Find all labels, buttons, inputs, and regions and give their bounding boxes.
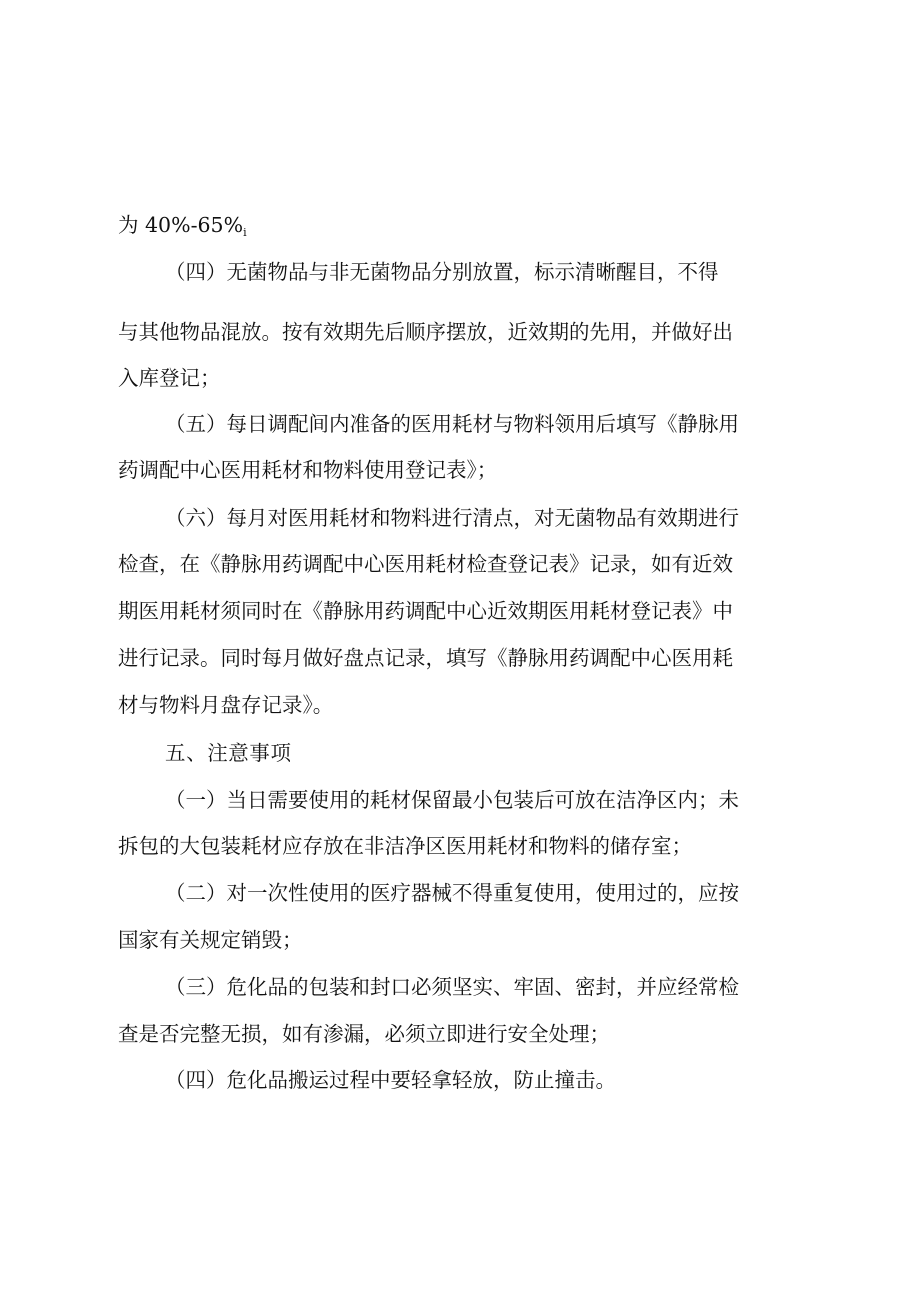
paragraph-four-line-2: 与其他物品混放。按有效期先后顺序摆放，近效期的先用，并做好出 [118,320,733,344]
text-line-humidity-range [118,212,247,238]
precaution-three-line-2: 查是否完整无损，如有渗漏，必须立即进行安全处理； [118,1022,610,1046]
precaution-one-line-2: 拆包的大包装耗材应存放在非洁净区医用耗材和物料的储存室； [118,834,692,858]
paragraph-four-line-3: 入库登记； [118,366,221,390]
paragraph-six-line-4: 进行记录。同时每月做好盘点记录，填写《静脉用药调配中心医用耗 [118,646,733,670]
paragraph-six-line-3: 期医用耗材须同时在《静脉用药调配中心近效期医用耗材登记表》中 [118,599,733,623]
humidity-range-text: 为 40%-65% [118,213,244,237]
humidity-range-subscript: i [243,226,247,239]
section-heading-precautions: 五、注意事项 [165,741,292,765]
precaution-four-line-1: （四）危化品搬运过程中要轻拿轻放，防止撞击。 [165,1068,616,1092]
precaution-two-line-2: 国家有关规定销毁； [118,928,303,952]
paragraph-six-line-5: 材与物料月盘存记录》。 [118,693,334,717]
paragraph-six-line-2: 检查，在《静脉用药调配中心医用耗材检查登记表》记录，如有近效 [118,552,733,576]
paragraph-six-line-1: （六）每月对医用耗材和物料进行清点，对无菌物品有效期进行 [165,506,739,530]
precaution-two-line-1: （二）对一次性使用的医疗器械不得重复使用，使用过的，应按 [165,881,739,905]
precaution-three-line-1: （三）危化品的包装和封口必须坚实、牢固、密封，并应经常检 [165,975,739,999]
precaution-one-line-1: （一）当日需要使用的耗材保留最小包装后可放在洁净区内；未 [165,788,739,812]
paragraph-five-line-2: 药调配中心医用耗材和物料使用登记表》； [118,458,498,482]
paragraph-five-line-1: （五）每日调配间内准备的医用耗材与物料领用后填写《静脉用 [165,412,739,436]
paragraph-four-line-1: （四）无菌物品与非无菌物品分别放置，标示清晰醒目，不得 [165,260,719,284]
